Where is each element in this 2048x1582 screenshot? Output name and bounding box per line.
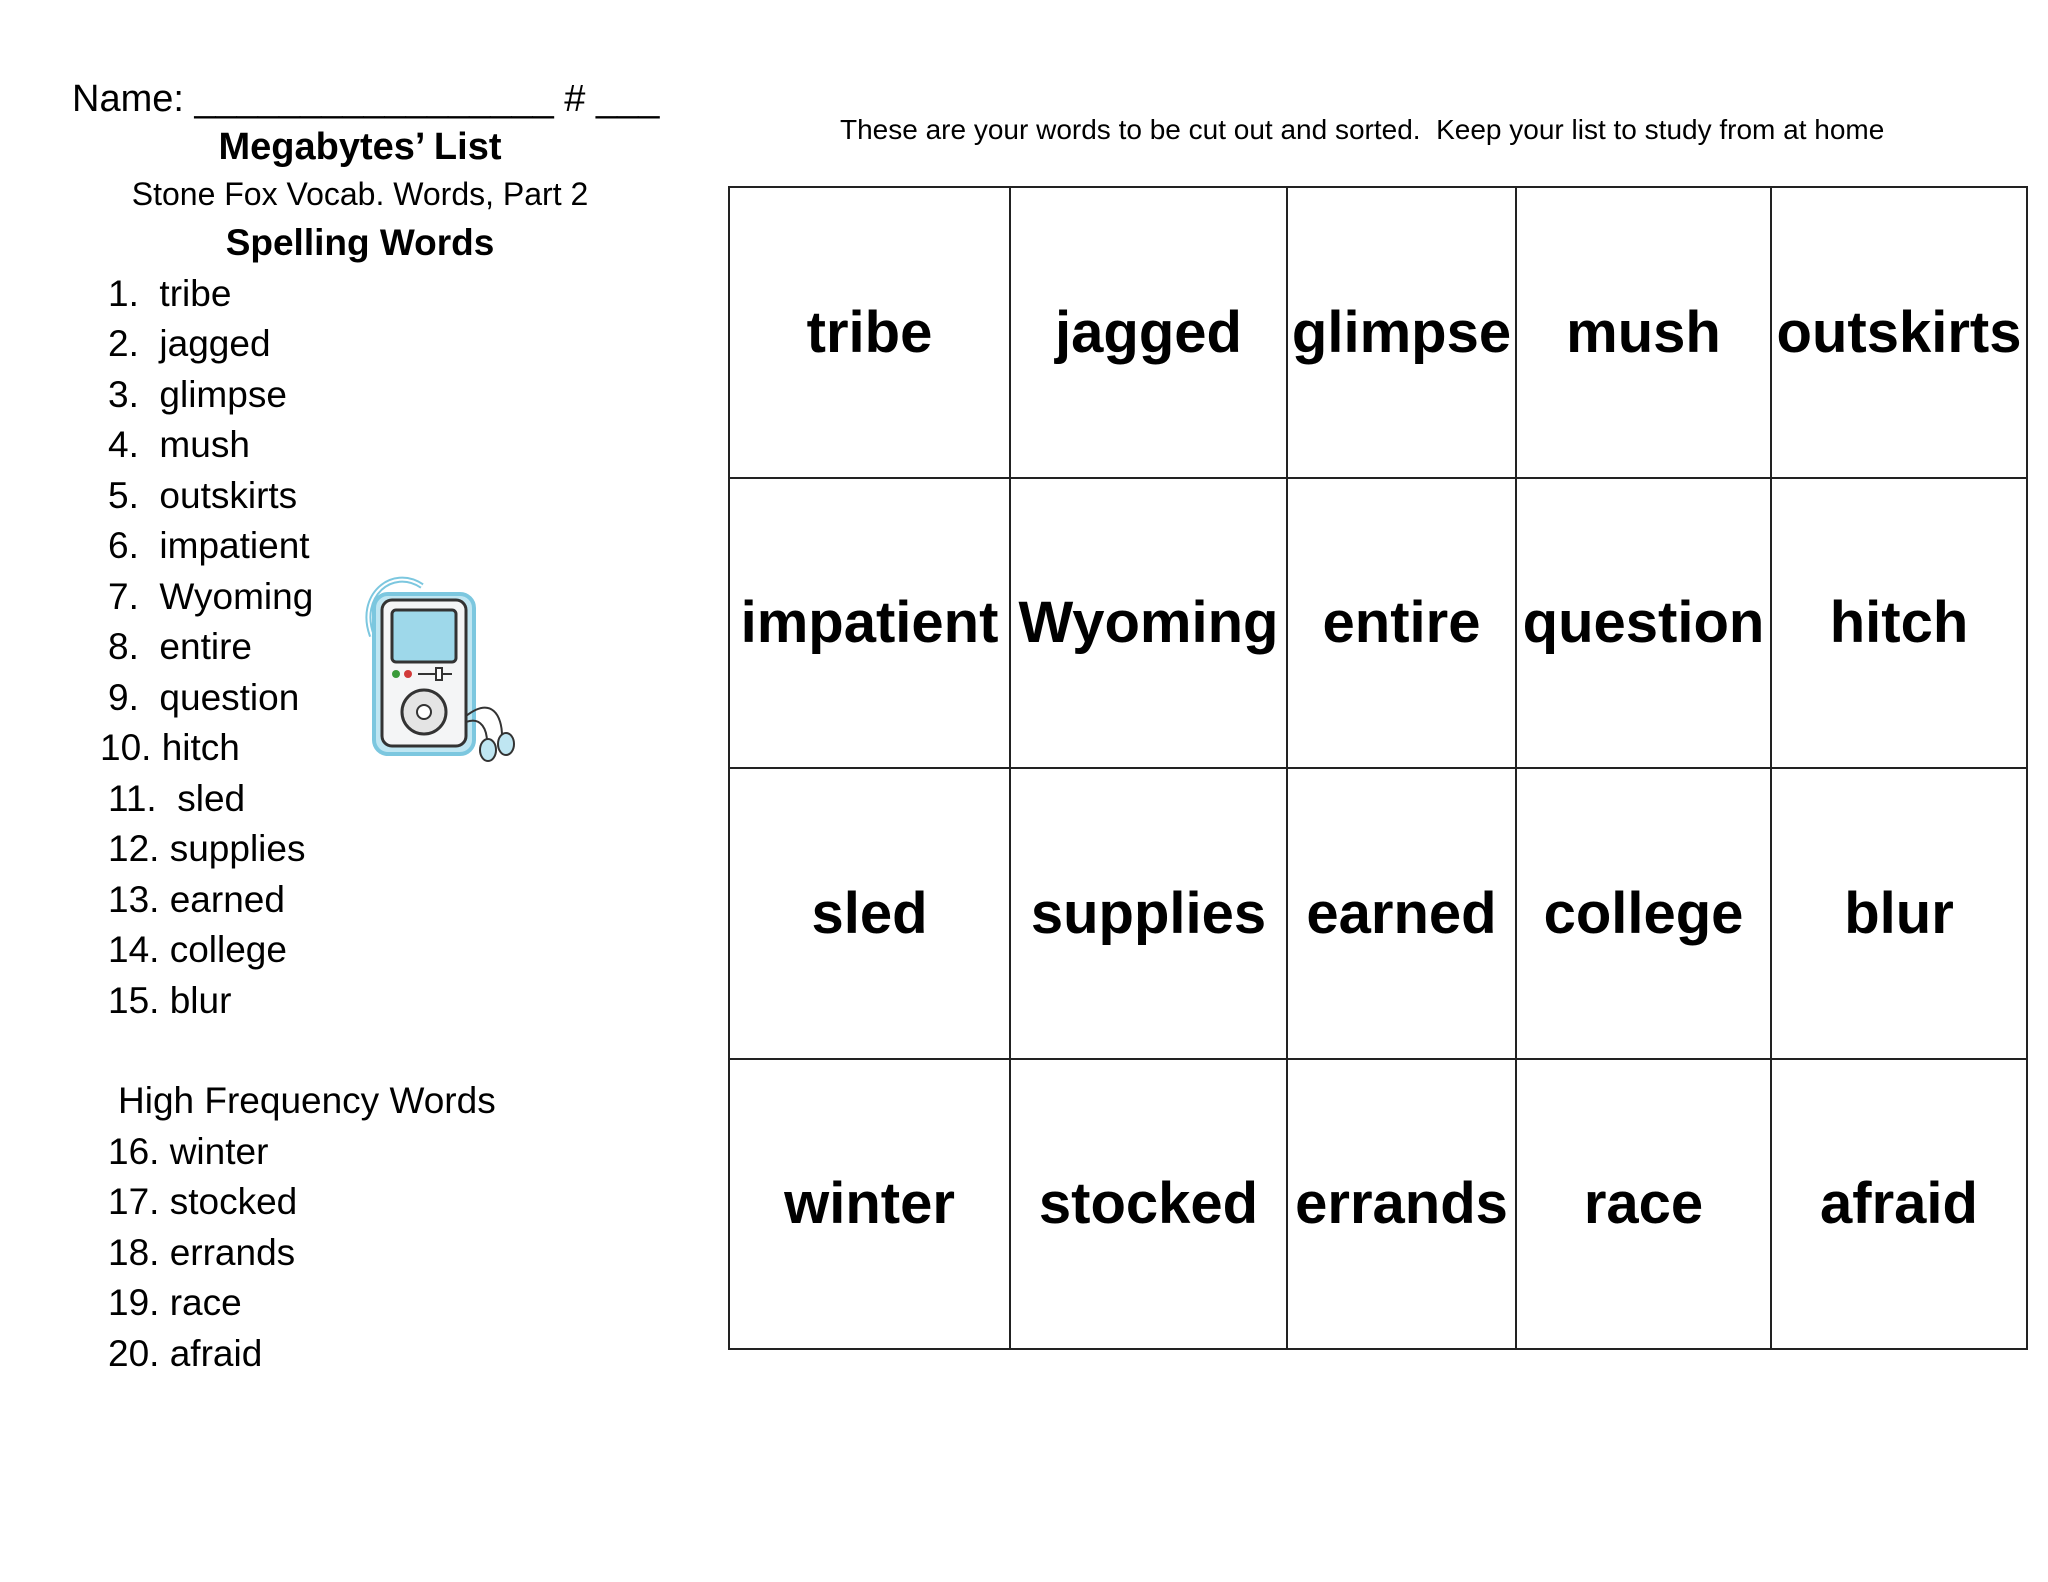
word-card[interactable]: outskirts [1771, 187, 2027, 478]
word-card[interactable]: Wyoming [1010, 478, 1287, 769]
grid-row [729, 187, 2027, 478]
hf-word-18: 18. errands [108, 1232, 296, 1273]
word-card[interactable]: race [1516, 1059, 1771, 1350]
name-line: Name: _________________ # ___ [72, 78, 660, 120]
spelling-word-13: 13. earned [108, 879, 285, 920]
spelling-word-12: 12. supplies [108, 828, 306, 869]
word-card[interactable]: tribe [729, 187, 1010, 478]
spelling-word-2: 2. jagged [108, 323, 271, 364]
high-frequency-heading: High Frequency Words [118, 1080, 496, 1121]
word-card-grid [728, 186, 2028, 1350]
word-card[interactable]: stocked [1010, 1059, 1287, 1350]
spelling-word-1: 1. tribe [108, 273, 232, 314]
grid-row [729, 768, 2027, 1059]
spelling-word-9: 9. question [108, 677, 300, 718]
word-card[interactable]: sled [729, 768, 1010, 1059]
word-card[interactable]: college [1516, 768, 1771, 1059]
word-card[interactable]: afraid [1771, 1059, 2027, 1350]
hf-word-20: 20. afraid [108, 1333, 263, 1374]
word-card[interactable]: errands [1287, 1059, 1516, 1350]
spelling-word-11: 11. sled [108, 778, 246, 819]
word-card[interactable]: entire [1287, 478, 1516, 769]
word-card[interactable]: glimpse [1287, 187, 1516, 478]
mp3-player-icon [352, 566, 528, 766]
list-subtitle: Stone Fox Vocab. Words, Part 2 [131, 176, 589, 212]
spelling-word-3: 3. glimpse [108, 374, 287, 415]
grid-row [729, 478, 2027, 769]
spelling-words-heading: Spelling Words [225, 222, 495, 263]
word-card[interactable]: question [1516, 478, 1771, 769]
spelling-word-15: 15. blur [108, 980, 232, 1021]
hf-word-17: 17. stocked [108, 1181, 298, 1222]
instructions-text: These are your words to be cut out and sorted. Keep your list to study from at home [840, 114, 1885, 145]
spelling-word-7: 7. Wyoming [108, 576, 314, 617]
word-card[interactable]: blur [1771, 768, 2027, 1059]
spelling-word-5: 5. outskirts [108, 475, 298, 516]
list-title: Megabytes’ List [218, 126, 502, 168]
word-card[interactable]: hitch [1771, 478, 2027, 769]
word-card[interactable]: jagged [1010, 187, 1287, 478]
grid-row [729, 1059, 2027, 1350]
word-card[interactable]: mush [1516, 187, 1771, 478]
spelling-word-8: 8. entire [108, 626, 252, 667]
word-card[interactable]: supplies [1010, 768, 1287, 1059]
word-card[interactable]: winter [729, 1059, 1010, 1350]
spelling-word-10: 10. hitch [100, 727, 240, 768]
spelling-word-14: 14. college [108, 929, 287, 970]
spelling-word-6: 6. impatient [108, 525, 310, 566]
hf-word-19: 19. race [108, 1282, 242, 1323]
hf-word-16: 16. winter [108, 1131, 269, 1172]
word-card[interactable]: earned [1287, 768, 1516, 1059]
spelling-word-4: 4. mush [108, 424, 250, 465]
word-card[interactable]: impatient [729, 478, 1010, 769]
